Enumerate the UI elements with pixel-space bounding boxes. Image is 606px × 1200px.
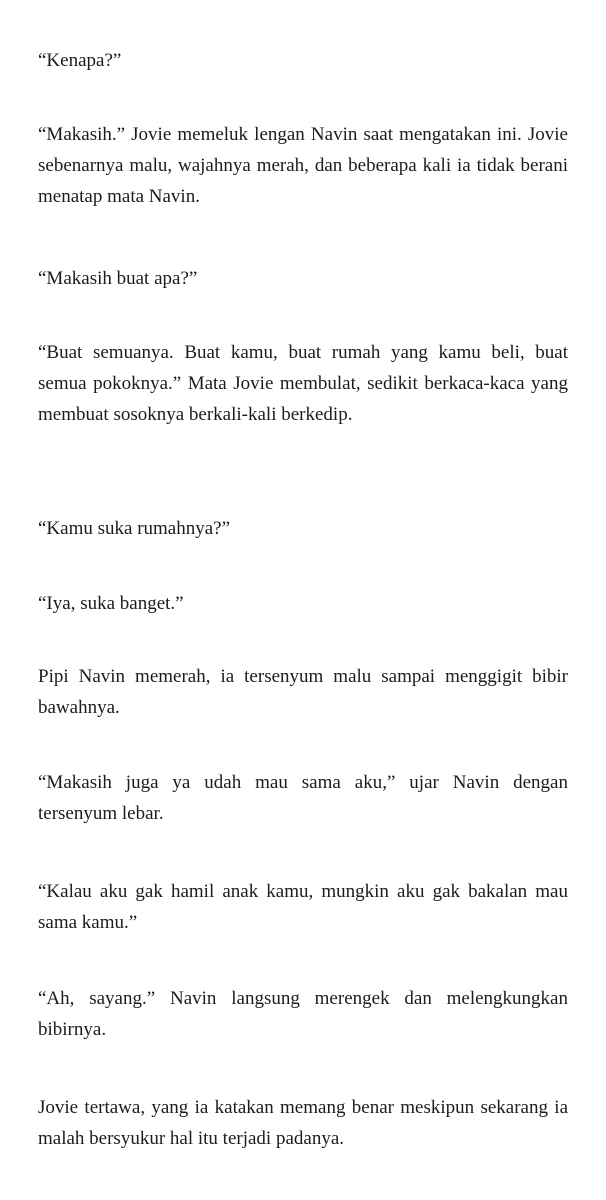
paragraph-4: “Buat semuanya. Buat kamu, buat rumah yang kamu beli, buat semua pokoknya.” Mata Jovie membulat, sedikit berkaca-kaca yang membuat sosoknya berkali-kali berkedip. — [38, 342, 568, 425]
paragraph-6: “Iya, suka banget.” — [38, 593, 184, 614]
paragraph-7: Pipi Navin memerah, ia tersenyum malu sampai menggigit bibir bawahnya. — [38, 666, 568, 718]
paragraph-10: “Ah, sayang.” Navin langsung merengek dan melengkungkan bibirnya. — [38, 988, 568, 1040]
paragraph-2: “Makasih.” Jovie memeluk lengan Navin saat mengatakan ini. Jovie sebenarnya malu, wajahnya merah, dan beberapa kali ia tidak berani menatap mata Navin. — [38, 124, 568, 207]
paragraph-1: “Kenapa?” — [38, 50, 122, 71]
paragraph-11: Jovie tertawa, yang ia katakan memang benar meskipun sekarang ia malah bersyukur hal itu terjadi padanya. — [38, 1097, 568, 1149]
paragraph-8: “Makasih juga ya udah mau sama aku,” ujar Navin dengan tersenyum lebar. — [38, 772, 568, 824]
paragraph-9: “Kalau aku gak hamil anak kamu, mungkin aku gak bakalan mau sama kamu.” — [38, 881, 568, 933]
paragraph-5: “Kamu suka rumahnya?” — [38, 518, 231, 539]
paragraph-3: “Makasih buat apa?” — [38, 268, 198, 289]
